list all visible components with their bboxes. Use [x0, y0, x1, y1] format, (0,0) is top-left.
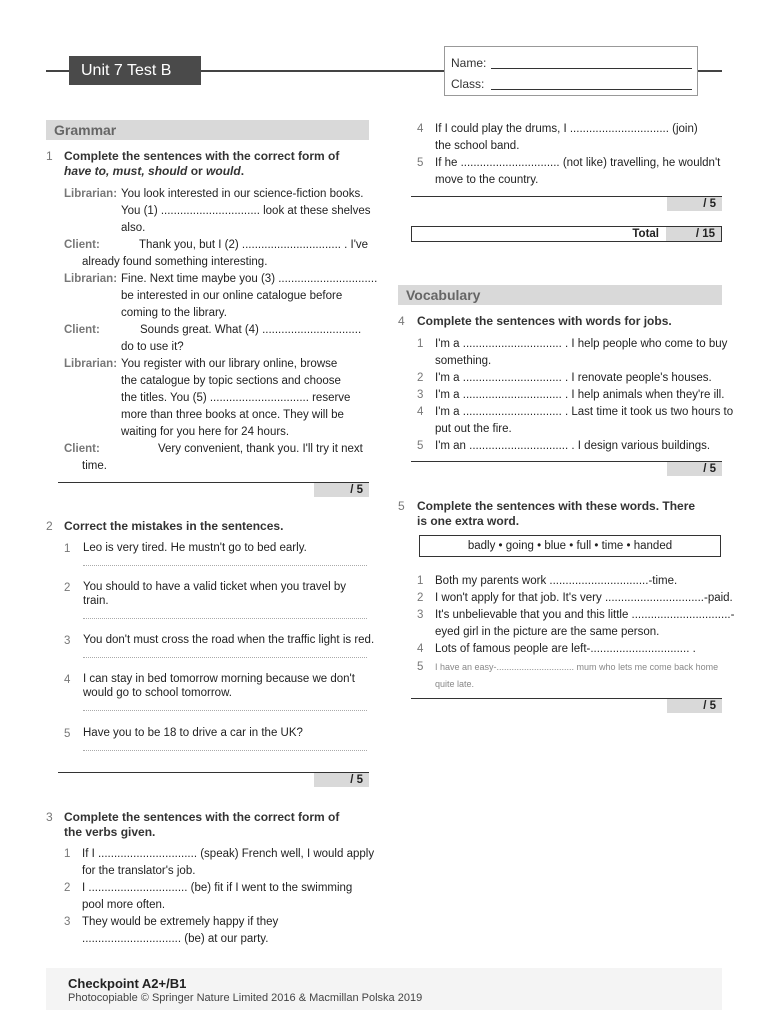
dialogue-line: also.	[121, 222, 146, 234]
footer-title: Checkpoint A2+/B1	[68, 976, 187, 991]
q4-instruction: Complete the sentences with words for jobs.	[417, 314, 672, 328]
dialogue-line: waiting for you here for 24 hours.	[121, 426, 290, 438]
footer-copyright: Photocopiable © Springer Nature Limited 2016 & Macmillan Polska 2019	[68, 992, 423, 1004]
dialogue-line: time.	[82, 460, 107, 472]
dialogue-line: the catalogue by topic sections and choose	[121, 375, 341, 387]
item-number: 2	[417, 372, 424, 384]
item-number: 4	[417, 406, 424, 418]
dialogue-line: more than three books at once. They will be	[121, 409, 344, 421]
unit-title: Unit 7 Test B	[69, 56, 201, 85]
q1-number: 1	[46, 149, 53, 163]
dialogue-line: Fine. Next time maybe you (3) ...............................	[121, 273, 378, 285]
dialogue-line: You look interested in our science-fiction books.	[121, 188, 364, 200]
name-class-box	[444, 46, 698, 96]
item-number: 5	[417, 440, 424, 452]
item-text: They would be extremely happy if they	[82, 916, 279, 928]
item-number: 3	[417, 389, 424, 401]
dialogue-line: Thank you, but I (2) ............................... . I've	[139, 239, 369, 251]
item-number: 2	[64, 582, 71, 594]
q4-number: 4	[398, 314, 405, 328]
item-number: 4	[64, 674, 71, 686]
item-text-continued: ............................... (be) at our party.	[82, 933, 269, 945]
item-text: I'm a ............................... . I help people who come to buy	[435, 338, 728, 350]
q5-instruction: Complete the sentences with these words. There is one extra word.	[417, 499, 696, 528]
dialogue-line: do to use it?	[121, 341, 184, 353]
item-number: 3	[64, 916, 71, 928]
total-box	[411, 226, 722, 242]
answer-line[interactable]	[83, 710, 367, 712]
item-text: I'm a ............................... . I help animals when they're ill.	[435, 389, 725, 401]
vocabulary-heading: Vocabulary	[398, 285, 722, 305]
item-text-continued: the school band.	[435, 140, 520, 152]
answer-line[interactable]	[83, 618, 367, 620]
item-text-continued: something.	[435, 355, 492, 367]
dialogue-line: already found something interesting.	[82, 256, 268, 268]
total-score: / 15	[666, 227, 721, 241]
item-number: 1	[64, 848, 71, 860]
item-text: It's unbelievable that you and this little ...............................-	[435, 609, 735, 621]
dialogue-speaker: Librarian:	[64, 273, 118, 285]
item-number: 3	[417, 609, 424, 621]
q3-score: / 5	[667, 197, 722, 211]
item-text-continued: eyed girl in the picture are the same person.	[435, 626, 660, 638]
item-number: 4	[417, 123, 424, 135]
dialogue-speaker: Client:	[64, 239, 100, 251]
dialogue-line: Very convenient, thank you. I'll try it next	[158, 443, 363, 455]
item-text-continued: quite late.	[435, 679, 475, 689]
item-number: 3	[64, 635, 71, 647]
name-label: Name:	[451, 56, 487, 70]
dialogue-line: the titles. You (5) ............................... reserve	[121, 392, 351, 404]
item-text: I ............................... (be) fit if I went to the swimming	[82, 882, 353, 894]
q5-number: 5	[398, 499, 405, 513]
q2-score: / 5	[314, 773, 369, 787]
item-text: I have an easy-............................... mum who lets me come back home	[435, 662, 719, 672]
item-text: You don't must cross the road when the traffic light is red.	[83, 634, 375, 646]
q1-score: / 5	[314, 483, 369, 497]
item-text-continued: pool more often.	[82, 899, 166, 911]
item-text: You should to have a valid ticket when you travel by	[83, 581, 346, 593]
item-number: 1	[417, 338, 424, 350]
dialogue-line: You register with our library online, browse	[121, 358, 338, 370]
dialogue-line: coming to the library.	[121, 307, 227, 319]
q4-score: / 5	[667, 462, 722, 476]
item-text: Both my parents work ...............................-time.	[435, 575, 678, 587]
item-text: If he ............................... (not like) travelling, he wouldn't	[435, 157, 721, 169]
item-number: 4	[417, 643, 424, 655]
answer-line[interactable]	[83, 657, 367, 659]
item-number: 5	[417, 661, 424, 673]
dialogue-speaker: Client:	[64, 324, 100, 336]
item-number: 1	[64, 543, 71, 555]
item-text: I won't apply for that job. It's very ...............................-paid.	[435, 592, 733, 604]
item-number: 2	[417, 592, 424, 604]
item-text: If I could play the drums, I ............................... (join)	[435, 123, 698, 135]
word-bank: badly • going • blue • full • time • handed	[419, 535, 721, 557]
item-text: Lots of famous people are left-............................... .	[435, 643, 696, 655]
item-text: I can stay in bed tomorrow morning because we don't	[83, 673, 355, 685]
dialogue-line: Sounds great. What (4) ...............................	[140, 324, 362, 336]
q1-instruction: Complete the sentences with the correct form of have to, must, should or would.	[64, 149, 340, 178]
dialogue-speaker: Librarian:	[64, 188, 118, 200]
item-number: 5	[64, 728, 71, 740]
answer-line[interactable]	[83, 750, 367, 752]
item-text: Leo is very tired. He mustn't go to bed early.	[83, 542, 307, 554]
item-text-continued: put out the fire.	[435, 423, 512, 435]
item-text-continued: train.	[83, 595, 109, 607]
item-number: 1	[417, 575, 424, 587]
item-text: I'm a ............................... . Last time it took us two hours to	[435, 406, 734, 418]
q3-instruction: Complete the sentences with the correct form of the verbs given.	[64, 810, 340, 839]
item-text-continued: move to the country.	[435, 174, 539, 186]
dialogue-line: You (1) ............................... look at these shelves	[121, 205, 371, 217]
dialogue-speaker: Client:	[64, 443, 100, 455]
total-label: Total	[632, 228, 659, 240]
q3-number: 3	[46, 810, 53, 824]
class-label: Class:	[451, 77, 485, 91]
item-text: Have you to be 18 to drive a car in the UK?	[83, 727, 303, 739]
item-text-continued: for the translator's job.	[82, 865, 196, 877]
item-number: 2	[64, 882, 71, 894]
q2-instruction: Correct the mistakes in the sentences.	[64, 519, 284, 533]
q5-score: / 5	[667, 699, 722, 713]
name-field[interactable]	[491, 68, 692, 69]
item-text: I'm an ............................... . I design various buildings.	[435, 440, 711, 452]
dialogue-speaker: Librarian:	[64, 358, 118, 370]
item-text: If I ............................... (speak) French well, I would apply	[82, 848, 375, 860]
dialogue-line: be interested in our online catalogue before	[121, 290, 343, 302]
item-text-continued: would go to school tomorrow.	[83, 687, 232, 699]
grammar-heading: Grammar	[46, 120, 369, 140]
q2-number: 2	[46, 519, 53, 533]
class-field[interactable]	[491, 89, 692, 90]
item-number: 5	[417, 157, 424, 169]
answer-line[interactable]	[83, 565, 367, 567]
item-text: I'm a ............................... . I renovate people's houses.	[435, 372, 712, 384]
